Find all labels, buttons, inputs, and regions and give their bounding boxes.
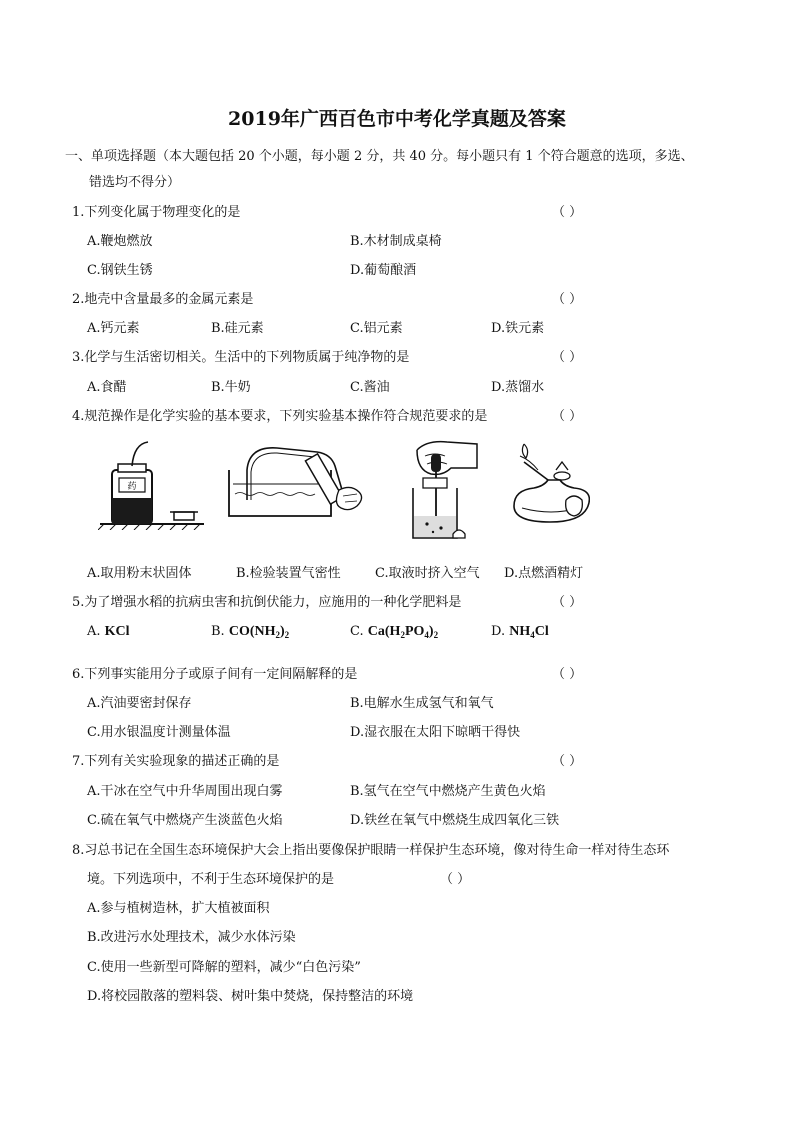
option-d: D.葡萄酿酒 — [350, 263, 417, 278]
option-d: D.蒸馏水 — [491, 380, 545, 395]
option-a: A.取用粉末状固体 — [87, 566, 192, 581]
option-c: C.用水银温度计测量体温 — [87, 725, 231, 740]
option-d: D.铁丝在氧气中燃烧生成四氧化三铁 — [350, 813, 560, 828]
option-letter: D. — [491, 624, 506, 639]
option-c: C.铝元素 — [350, 321, 403, 336]
answer-blank: （ ） — [552, 350, 583, 365]
answer-blank: （ ） — [552, 667, 583, 682]
answer-blank: （ ） — [440, 872, 471, 887]
question-stem: 3.化学与生活密切相关。生活中的下列物质属于纯净物的是 — [72, 350, 410, 365]
option-b — [211, 624, 289, 643]
question-stem: 1.下列变化属于物理变化的是 — [72, 205, 241, 220]
question-stem: 6.下列事实能用分子或原子间有一定间隔解释的是 — [72, 667, 358, 682]
answer-blank: （ ） — [552, 754, 583, 769]
option-b: B.检验装置气密性 — [236, 566, 341, 581]
option-b: B.牛奶 — [211, 380, 251, 395]
option-c: C.酱油 — [350, 380, 390, 395]
option-b: B.改进污水处理技术，减少水体污染 — [87, 930, 296, 945]
answer-blank: （ ） — [552, 292, 583, 307]
option-d: D.将校园散落的塑料袋、树叶集中焚烧，保持整洁的环境 — [87, 989, 414, 1004]
figure-powder-bottle — [98, 438, 206, 530]
question-stem: 4.规范操作是化学实验的基本要求，下列实验基本操作符合规范要求的是 — [72, 409, 488, 424]
option-a: A.钙元素 — [87, 321, 140, 336]
question-stem: 7.下列有关实验现象的描述正确的是 — [72, 754, 280, 769]
option-c: C.硫在氧气中燃烧产生淡蓝色火焰 — [87, 813, 283, 828]
question-stem: 5.为了增强水稻的抗病虫害和抗倒伏能力，应施用的一种化学肥料是 — [72, 595, 462, 610]
figure-airtightness — [227, 440, 367, 518]
option-c: C.取液时挤入空气 — [375, 566, 480, 581]
bottle-label: 药 — [127, 482, 137, 492]
formula-ammonium-chloride: $NH_4Cl$ — [509, 624, 549, 640]
section-heading: 一、单项选择题（本大题包括 20 个小题，每小题 2 分，共 40 分。每小题只有 1 个符合题意的选项，多选、 — [65, 149, 694, 164]
section-heading-cont: 错选均不得分） — [89, 175, 181, 190]
option-d: D.湿衣服在太阳下晾晒干得快 — [350, 725, 521, 740]
option-letter: C. — [350, 624, 364, 639]
question-stem: 2.地壳中含量最多的金属元素是 — [72, 292, 254, 307]
question-stem-cont: 境。下列选项中，不利于生态环境保护的是 — [87, 872, 335, 887]
answer-blank: （ ） — [552, 409, 583, 424]
option-b: B.氢气在空气中燃烧产生黄色火焰 — [350, 784, 546, 799]
option-a: A.鞭炮燃放 — [87, 234, 153, 249]
option-b: B.电解水生成氢气和氧气 — [350, 696, 494, 711]
option-b: B.硅元素 — [211, 321, 264, 336]
option-a — [87, 624, 130, 640]
formula-kcl: KCl — [104, 624, 130, 639]
answer-blank: （ ） — [552, 595, 583, 610]
option-a: A.参与植树造林，扩大植被面积 — [87, 901, 270, 916]
figure-dropper — [397, 438, 487, 546]
option-a: A.汽油要密封保存 — [87, 696, 192, 711]
option-d: D.铁元素 — [491, 321, 545, 336]
option-c — [350, 624, 438, 643]
option-d — [491, 624, 549, 643]
question-stem: 8.习总书记在全国生态环境保护大会上指出要像保护眼睛一样保护生态环境，像对待生命一样对待生态环 — [72, 843, 670, 858]
formula-calcium-phosphate: $Ca(H_2PO_4)_2$ — [367, 624, 439, 640]
option-letter: B. — [211, 624, 225, 639]
formula-urea: $CO(NH_2)_2$ — [228, 624, 290, 640]
answer-blank: （ ） — [552, 205, 583, 220]
option-c: C.钢铁生锈 — [87, 263, 153, 278]
option-a: A.干冰在空气中升华周围出现白雾 — [87, 784, 283, 799]
option-d: D.点燃酒精灯 — [504, 566, 584, 581]
option-a: A.食醋 — [87, 380, 127, 395]
option-letter: A. — [87, 624, 101, 639]
page-title: 2019年广西百色市中考化学真题及答案 — [228, 108, 566, 130]
option-b: B.木材制成桌椅 — [350, 234, 442, 249]
figure-alcohol-lamp — [510, 440, 590, 526]
option-c: C.使用一些新型可降解的塑料，减少“白色污染” — [87, 960, 361, 975]
